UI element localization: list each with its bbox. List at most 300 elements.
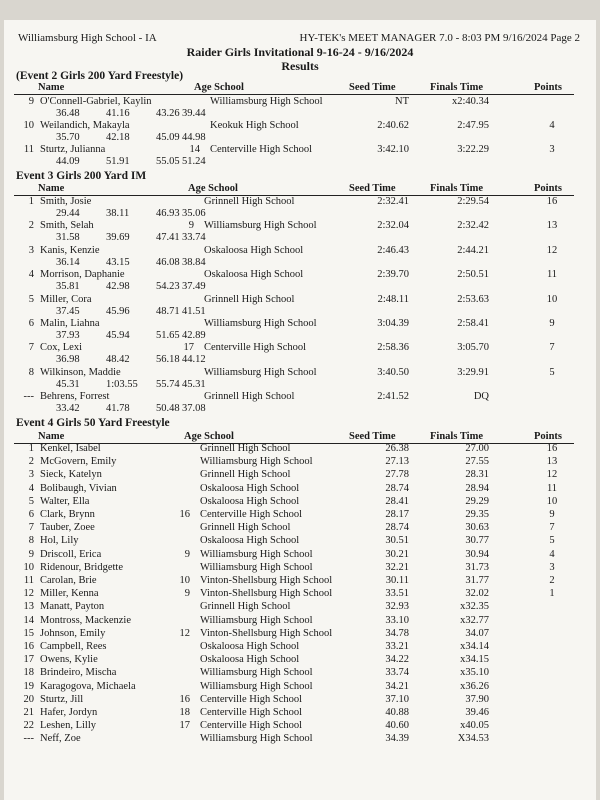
seed-time: 40.88 (385, 707, 409, 718)
seed-time: 2:48.11 (377, 294, 409, 305)
place: 8 (28, 535, 34, 546)
finals-time: DQ (473, 391, 489, 402)
split-time: 41.51 (182, 306, 206, 317)
split-row (4, 354, 596, 366)
split-row (4, 281, 596, 293)
result-row (4, 443, 596, 457)
split-time: 37.49 (182, 281, 206, 292)
result-row (4, 720, 596, 734)
swimmer-name: Sturtz, Jill (40, 694, 84, 705)
finals-time: 31.73 (465, 562, 489, 573)
place: 5 (28, 496, 34, 507)
finals-time: 27.55 (465, 456, 489, 467)
place: 4 (28, 269, 34, 280)
software-header: HY-TEK's MEET MANAGER 7.0 - 8:03 PM 9/16/2024 Page 2 (299, 32, 580, 44)
result-row (4, 707, 596, 721)
points: 10 (546, 496, 558, 507)
finals-time: 2:53.63 (457, 294, 489, 305)
place: 15 (23, 628, 34, 639)
col-header-finals: Finals Time (430, 183, 483, 194)
school: Grinnell High School (204, 294, 295, 305)
school: Centerville High School (200, 694, 303, 705)
finals-time: 29.35 (465, 509, 489, 520)
school: Grinnell High School (200, 601, 291, 612)
place: 17 (23, 654, 34, 665)
place: 4 (28, 483, 34, 494)
finals-time: 30.63 (465, 522, 489, 533)
school: Oskaloosa High School (200, 535, 300, 546)
points: 10 (546, 294, 558, 305)
swimmer-name: Ridenour, Bridgette (40, 562, 123, 573)
result-row (4, 535, 596, 549)
finals-time: 37.90 (465, 694, 489, 705)
swimmer-name: Brindeiro, Mischa (40, 667, 117, 678)
place: 12 (23, 588, 34, 599)
swimmer-name: McGovern, Emily (40, 456, 117, 467)
seed-time: 32.93 (385, 601, 409, 612)
school: Oskaloosa High School (200, 654, 300, 665)
finals-time: 28.94 (465, 483, 489, 494)
points: 16 (546, 443, 558, 454)
place: 2 (28, 220, 34, 231)
split-time: 46.93 (156, 208, 180, 219)
seed-time: 2:40.62 (377, 120, 409, 131)
swimmer-name: Kenkel, Isabel (40, 443, 101, 454)
swimmer-name: Bolibaugh, Vivian (40, 483, 117, 494)
split-time: 50.48 (156, 403, 180, 414)
place: 11 (23, 575, 34, 586)
split-time: 45.31 (56, 379, 80, 390)
swimmer-name: Clark, Brynn (40, 509, 95, 520)
split-time: 45.31 (182, 379, 206, 390)
event-title: (Event 2 Girls 200 Yard Freestyle) (16, 70, 184, 82)
col-header-seed: Seed Time (349, 183, 396, 194)
school: Grinnell High School (204, 196, 295, 207)
split-time: 35.06 (182, 208, 206, 219)
seed-time: 2:41.52 (377, 391, 409, 402)
result-row (4, 694, 596, 708)
split-row (4, 132, 596, 144)
seed-time: 3:42.10 (377, 144, 409, 155)
place: 6 (28, 509, 34, 520)
points: 12 (546, 469, 558, 480)
school: Centerville High School (210, 144, 313, 155)
seed-time: 28.41 (385, 496, 409, 507)
place: 1 (28, 443, 34, 454)
swimmer-name: Leshen, Lilly (40, 720, 96, 731)
swimmer-name: O'Connell-Gabriel, Kaylin (40, 96, 152, 107)
swimmer-name: Cox, Lexi (40, 342, 82, 353)
seed-time: 28.74 (385, 483, 409, 494)
col-header-age-school: Age School (184, 431, 234, 442)
result-row (4, 469, 596, 483)
school: Oskaloosa High School (204, 245, 304, 256)
split-row (4, 208, 596, 220)
event-title: Event 3 Girls 200 Yard IM (16, 170, 147, 182)
finals-time: x32.77 (460, 615, 489, 626)
points: 9 (549, 318, 555, 329)
school: Oskaloosa High School (204, 269, 304, 280)
age: 18 (179, 707, 190, 718)
finals-time: x40.05 (460, 720, 489, 731)
result-row (4, 628, 596, 642)
split-time: 43.26 (156, 108, 180, 119)
seed-time: 33.74 (385, 667, 409, 678)
school: Centerville High School (200, 707, 303, 718)
seed-time: 34.21 (385, 681, 409, 692)
swimmer-name: Montross, Mackenzie (40, 615, 131, 626)
points: 2 (549, 575, 555, 586)
split-time: 45.09 (156, 132, 180, 143)
place: 10 (23, 562, 34, 573)
swimmer-name: Miller, Kenna (40, 588, 99, 599)
split-time: 36.48 (56, 108, 80, 119)
col-header-name: Name (38, 183, 65, 194)
split-row (4, 156, 596, 168)
col-header-seed: Seed Time (349, 82, 396, 93)
split-time: 36.98 (56, 354, 80, 365)
team-header: Williamsburg High School - IA (18, 32, 157, 44)
school: Vinton-Shellsburg High School (200, 575, 333, 586)
school: Williamsburg High School (200, 733, 313, 744)
split-time: 47.41 (156, 232, 180, 243)
col-header-points: Points (534, 431, 563, 442)
points: 3 (549, 144, 555, 155)
school: Williamsburg High School (204, 220, 317, 231)
seed-time: 2:32.04 (377, 220, 409, 231)
finals-time: 31.77 (465, 575, 489, 586)
place: 11 (23, 144, 34, 155)
place: --- (23, 391, 34, 402)
seed-time: 30.11 (385, 575, 409, 586)
school: Williamsburg High School (210, 96, 323, 107)
seed-time: 26.38 (385, 443, 409, 454)
split-time: 1:03.55 (106, 379, 138, 390)
seed-time: 32.21 (385, 562, 409, 573)
swimmer-name: Morrison, Daphanie (40, 269, 125, 280)
points: 11 (546, 483, 558, 494)
swimmer-name: Sieck, Katelyn (40, 469, 102, 480)
split-time: 45.96 (106, 306, 130, 317)
place: 10 (23, 120, 34, 131)
result-row (4, 549, 596, 563)
split-row (4, 232, 596, 244)
place: 7 (28, 522, 34, 533)
split-time: 56.18 (156, 354, 180, 365)
split-time: 36.14 (56, 257, 80, 268)
result-row (4, 641, 596, 655)
school: Williamsburg High School (200, 667, 313, 678)
finals-time: 3:22.29 (457, 144, 489, 155)
seed-time: 28.74 (385, 522, 409, 533)
col-header-name: Name (38, 431, 65, 442)
seed-time: 28.17 (385, 509, 409, 520)
split-time: 38.11 (106, 208, 130, 219)
result-row (4, 456, 596, 470)
place: 5 (28, 294, 34, 305)
finals-time: x35.10 (460, 667, 489, 678)
split-time: 54.23 (156, 281, 180, 292)
school: Grinnell High School (200, 469, 291, 480)
swimmer-name: Karagogova, Michaela (40, 681, 136, 692)
finals-time: X34.53 (457, 733, 489, 744)
col-header-points: Points (534, 183, 563, 194)
school: Williamsburg High School (204, 367, 317, 378)
points: 9 (549, 509, 555, 520)
finals-time: 29.29 (465, 496, 489, 507)
seed-time: 30.21 (385, 549, 409, 560)
split-time: 35.81 (56, 281, 80, 292)
col-header-finals: Finals Time (430, 82, 483, 93)
split-time: 51.65 (156, 330, 180, 341)
school: Williamsburg High School (204, 318, 317, 329)
result-row (4, 496, 596, 510)
split-time: 42.98 (106, 281, 130, 292)
points: 13 (546, 456, 558, 467)
place: 3 (28, 469, 34, 480)
place: 14 (23, 615, 34, 626)
finals-time: 34.07 (465, 628, 489, 639)
school: Grinnell High School (200, 522, 291, 533)
swimmer-name: Manatt, Payton (40, 601, 105, 612)
swimmer-name: Hol, Lily (40, 535, 79, 546)
swimmer-name: Malin, Liahna (40, 318, 100, 329)
swimmer-name: Campbell, Rees (40, 641, 107, 652)
seed-time: 33.10 (385, 615, 409, 626)
finals-time: x32.35 (460, 601, 489, 612)
split-row (4, 379, 596, 391)
col-header-points: Points (534, 82, 563, 93)
col-header-age-school: Age School (188, 183, 238, 194)
split-time: 29.44 (56, 208, 80, 219)
split-time: 44.09 (56, 156, 80, 167)
points: 13 (546, 220, 558, 231)
split-row (4, 306, 596, 318)
points: 4 (549, 120, 555, 131)
school: Centerville High School (200, 509, 303, 520)
header-rule (14, 94, 574, 95)
finals-time: 32.02 (465, 588, 489, 599)
swimmer-name: Walter, Ella (40, 496, 90, 507)
result-row (4, 483, 596, 497)
place: 20 (23, 694, 34, 705)
result-row (4, 588, 596, 602)
result-row (4, 522, 596, 536)
swimmer-name: Wilkinson, Maddie (40, 367, 121, 378)
result-row (4, 615, 596, 629)
split-time: 51.91 (106, 156, 130, 167)
place: 22 (23, 720, 34, 731)
finals-time: 30.94 (465, 549, 489, 560)
results-page (4, 20, 596, 800)
meet-title: Raider Girls Invitational 9-16-24 - 9/16/2024 (186, 45, 414, 59)
age: 17 (183, 342, 194, 353)
swimmer-name: Carolan, Brie (40, 575, 97, 586)
finals-time: x36.26 (460, 681, 489, 692)
finals-time: 2:50.51 (457, 269, 489, 280)
split-time: 48.71 (156, 306, 180, 317)
school: Vinton-Shellsburg High School (200, 588, 333, 599)
finals-time: x2:40.34 (451, 96, 489, 107)
seed-time: 3:40.50 (377, 367, 409, 378)
age: 9 (184, 588, 190, 599)
swimmer-name: Kanis, Kenzie (40, 245, 100, 256)
place: --- (23, 733, 34, 744)
swimmer-name: Behrens, Forrest (40, 391, 110, 402)
result-row (4, 667, 596, 681)
school: Centerville High School (204, 342, 307, 353)
school: Oskaloosa High School (200, 483, 300, 494)
col-header-age-school: Age School (194, 82, 244, 93)
col-header-finals: Finals Time (430, 431, 483, 442)
split-row (4, 330, 596, 342)
seed-time: 2:58.36 (377, 342, 409, 353)
col-header-seed: Seed Time (349, 431, 396, 442)
finals-time: 39.46 (465, 707, 489, 718)
age: 17 (179, 720, 190, 731)
split-time: 45.94 (106, 330, 130, 341)
finals-time: 2:58.41 (457, 318, 489, 329)
place: 8 (28, 367, 34, 378)
school: Oskaloosa High School (200, 641, 300, 652)
finals-time: 27.00 (465, 443, 489, 454)
place: 19 (23, 681, 34, 692)
place: 21 (23, 707, 34, 718)
split-time: 37.45 (56, 306, 80, 317)
place: 2 (28, 456, 34, 467)
seed-time: 2:32.41 (377, 196, 409, 207)
split-time: 35.70 (56, 132, 80, 143)
col-header-name: Name (38, 82, 65, 93)
swimmer-name: Johnson, Emily (40, 628, 106, 639)
swimmer-name: Smith, Selah (40, 220, 94, 231)
place: 1 (28, 196, 34, 207)
points: 4 (549, 549, 555, 560)
swimmer-name: Sturtz, Julianna (40, 144, 106, 155)
finals-time: 2:29.54 (457, 196, 489, 207)
place: 6 (28, 318, 34, 329)
place: 7 (28, 342, 34, 353)
place: 18 (23, 667, 34, 678)
points: 3 (549, 562, 555, 573)
seed-time: 27.13 (385, 456, 409, 467)
age: 16 (179, 509, 190, 520)
seed-time: 40.60 (385, 720, 409, 731)
split-time: 41.78 (106, 403, 130, 414)
age: 9 (184, 549, 190, 560)
finals-time: 2:44.21 (457, 245, 489, 256)
school: Williamsburg High School (200, 562, 313, 573)
split-time: 55.74 (156, 379, 180, 390)
seed-time: 33.21 (385, 641, 409, 652)
seed-time: 34.78 (385, 628, 409, 639)
split-time: 46.08 (156, 257, 180, 268)
seed-time: 2:39.70 (377, 269, 409, 280)
split-time: 37.08 (182, 403, 206, 414)
result-row (4, 509, 596, 523)
school: Keokuk High School (210, 120, 299, 131)
swimmer-name: Miller, Cora (40, 294, 92, 305)
swimmer-name: Owens, Kylie (40, 654, 98, 665)
split-time: 38.84 (182, 257, 206, 268)
seed-time: 30.51 (385, 535, 409, 546)
split-time: 33.74 (182, 232, 206, 243)
finals-time: 3:05.70 (457, 342, 489, 353)
school: Williamsburg High School (200, 615, 313, 626)
split-time: 42.18 (106, 132, 130, 143)
points: 16 (546, 196, 558, 207)
school: Williamsburg High School (200, 456, 313, 467)
points: 12 (546, 245, 558, 256)
school: Williamsburg High School (200, 681, 313, 692)
result-row (4, 654, 596, 668)
points: 7 (549, 522, 555, 533)
school: Grinnell High School (200, 443, 291, 454)
result-row (4, 733, 596, 747)
place: 9 (28, 96, 34, 107)
seed-time: 34.22 (385, 654, 409, 665)
school: Oskaloosa High School (200, 496, 300, 507)
swimmer-name: Weilandich, Makayla (40, 120, 130, 131)
points: 1 (549, 588, 555, 599)
results-subtitle: Results (281, 59, 319, 73)
result-row (4, 601, 596, 615)
result-row (4, 681, 596, 695)
finals-time: 30.77 (465, 535, 489, 546)
split-time: 39.44 (182, 108, 206, 119)
swimmer-name: Tauber, Zoee (40, 522, 95, 533)
swimmer-name: Hafer, Jordyn (40, 707, 98, 718)
swimmer-name: Neff, Zoe (40, 733, 81, 744)
finals-time: 28.31 (465, 469, 489, 480)
seed-time: 2:46.43 (377, 245, 409, 256)
result-row (4, 575, 596, 589)
points: 5 (549, 535, 555, 546)
age: 10 (179, 575, 190, 586)
finals-time: 3:29.91 (457, 367, 489, 378)
split-time: 37.93 (56, 330, 80, 341)
school: Vinton-Shellsburg High School (200, 628, 333, 639)
split-time: 39.69 (106, 232, 130, 243)
split-time: 33.42 (56, 403, 80, 414)
event-title: Event 4 Girls 50 Yard Freestyle (16, 417, 170, 429)
age: 9 (188, 220, 194, 231)
school: Grinnell High School (204, 391, 295, 402)
finals-time: 2:47.95 (457, 120, 489, 131)
age: 14 (189, 144, 200, 155)
split-row (4, 108, 596, 120)
split-time: 51.24 (182, 156, 206, 167)
finals-time: x34.15 (460, 654, 489, 665)
place: 3 (28, 245, 34, 256)
age: 16 (179, 694, 190, 705)
points: 5 (549, 367, 555, 378)
points: 7 (549, 342, 555, 353)
split-time: 48.42 (106, 354, 130, 365)
split-row (4, 403, 596, 415)
swimmer-name: Driscoll, Erica (40, 549, 102, 560)
points: 11 (546, 269, 558, 280)
split-time: 55.05 (156, 156, 180, 167)
seed-time: 27.78 (385, 469, 409, 480)
seed-time: 37.10 (385, 694, 409, 705)
seed-time: NT (395, 96, 409, 107)
result-row (4, 562, 596, 576)
swimmer-name: Smith, Josie (40, 196, 92, 207)
seed-time: 34.39 (385, 733, 409, 744)
finals-time: x34.14 (460, 641, 489, 652)
finals-time: 2:32.42 (457, 220, 489, 231)
